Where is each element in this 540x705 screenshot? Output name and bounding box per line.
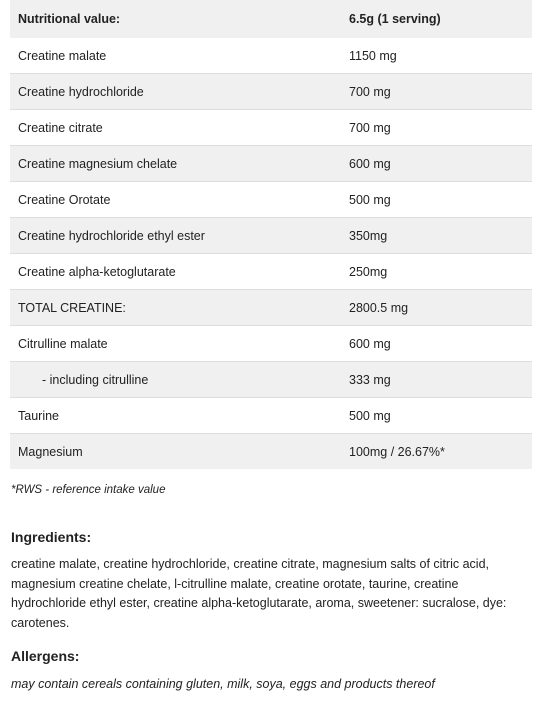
row-name: - including citrulline <box>10 362 341 398</box>
row-value: 700 mg <box>341 110 532 146</box>
row-name: Taurine <box>10 398 341 434</box>
row-value: 350mg <box>341 218 532 254</box>
row-value: 100mg / 26.67%* <box>341 434 532 470</box>
table-row <box>10 182 532 218</box>
row-value: 2800.5 mg <box>341 290 532 326</box>
table-row <box>10 254 532 290</box>
table-row <box>10 146 532 182</box>
row-value: 333 mg <box>341 362 532 398</box>
table-row <box>10 326 532 362</box>
row-name: Creatine citrate <box>10 110 341 146</box>
table-row <box>10 74 532 110</box>
row-value: 500 mg <box>341 398 532 434</box>
ingredients-text: creatine malate, creatine hydrochloride, creatine citrate, magnesium salts of citric acid, magnesium creatine chelate, l-citrulline malate, creatine orotate, taurine, creatine hydrochloride ethyl ester, creatine alpha-ketoglutarate, aroma, sweetener: sucralose, dye: carotenes. <box>11 557 507 630</box>
row-value: 500 mg <box>341 182 532 218</box>
footnote: *RWS - reference intake value <box>11 484 166 496</box>
table-row <box>10 110 532 146</box>
row-name: Creatine Orotate <box>10 182 341 218</box>
ingredients-title: Ingredients: <box>11 529 92 545</box>
table-row <box>10 398 532 434</box>
table-row <box>10 38 532 74</box>
nutrition-table <box>10 0 532 469</box>
table-row <box>10 362 532 398</box>
allergens-title: Allergens: <box>11 648 80 664</box>
table-row-total <box>10 290 532 326</box>
row-value: 600 mg <box>341 146 532 182</box>
row-name: Creatine hydrochloride <box>10 74 341 110</box>
row-name: Creatine malate <box>10 38 341 74</box>
row-name: Creatine magnesium chelate <box>10 146 341 182</box>
row-value: 700 mg <box>341 74 532 110</box>
row-name: Magnesium <box>10 434 341 470</box>
row-name: TOTAL CREATINE: <box>10 290 341 326</box>
row-value: 250mg <box>341 254 532 290</box>
row-value: 1150 mg <box>341 38 532 74</box>
table-header-row <box>10 0 532 38</box>
row-value: 600 mg <box>341 326 532 362</box>
header-nutritional-value: Nutritional value: <box>10 0 341 38</box>
table-row <box>10 218 532 254</box>
row-name: Citrulline malate <box>10 326 341 362</box>
row-name: Creatine alpha-ketoglutarate <box>10 254 341 290</box>
header-serving: 6.5g (1 serving) <box>341 0 532 38</box>
row-name: Creatine hydrochloride ethyl ester <box>10 218 341 254</box>
allergens-text: may contain cereals containing gluten, milk, soya, eggs and products thereof <box>11 677 435 691</box>
table-row <box>10 434 532 470</box>
